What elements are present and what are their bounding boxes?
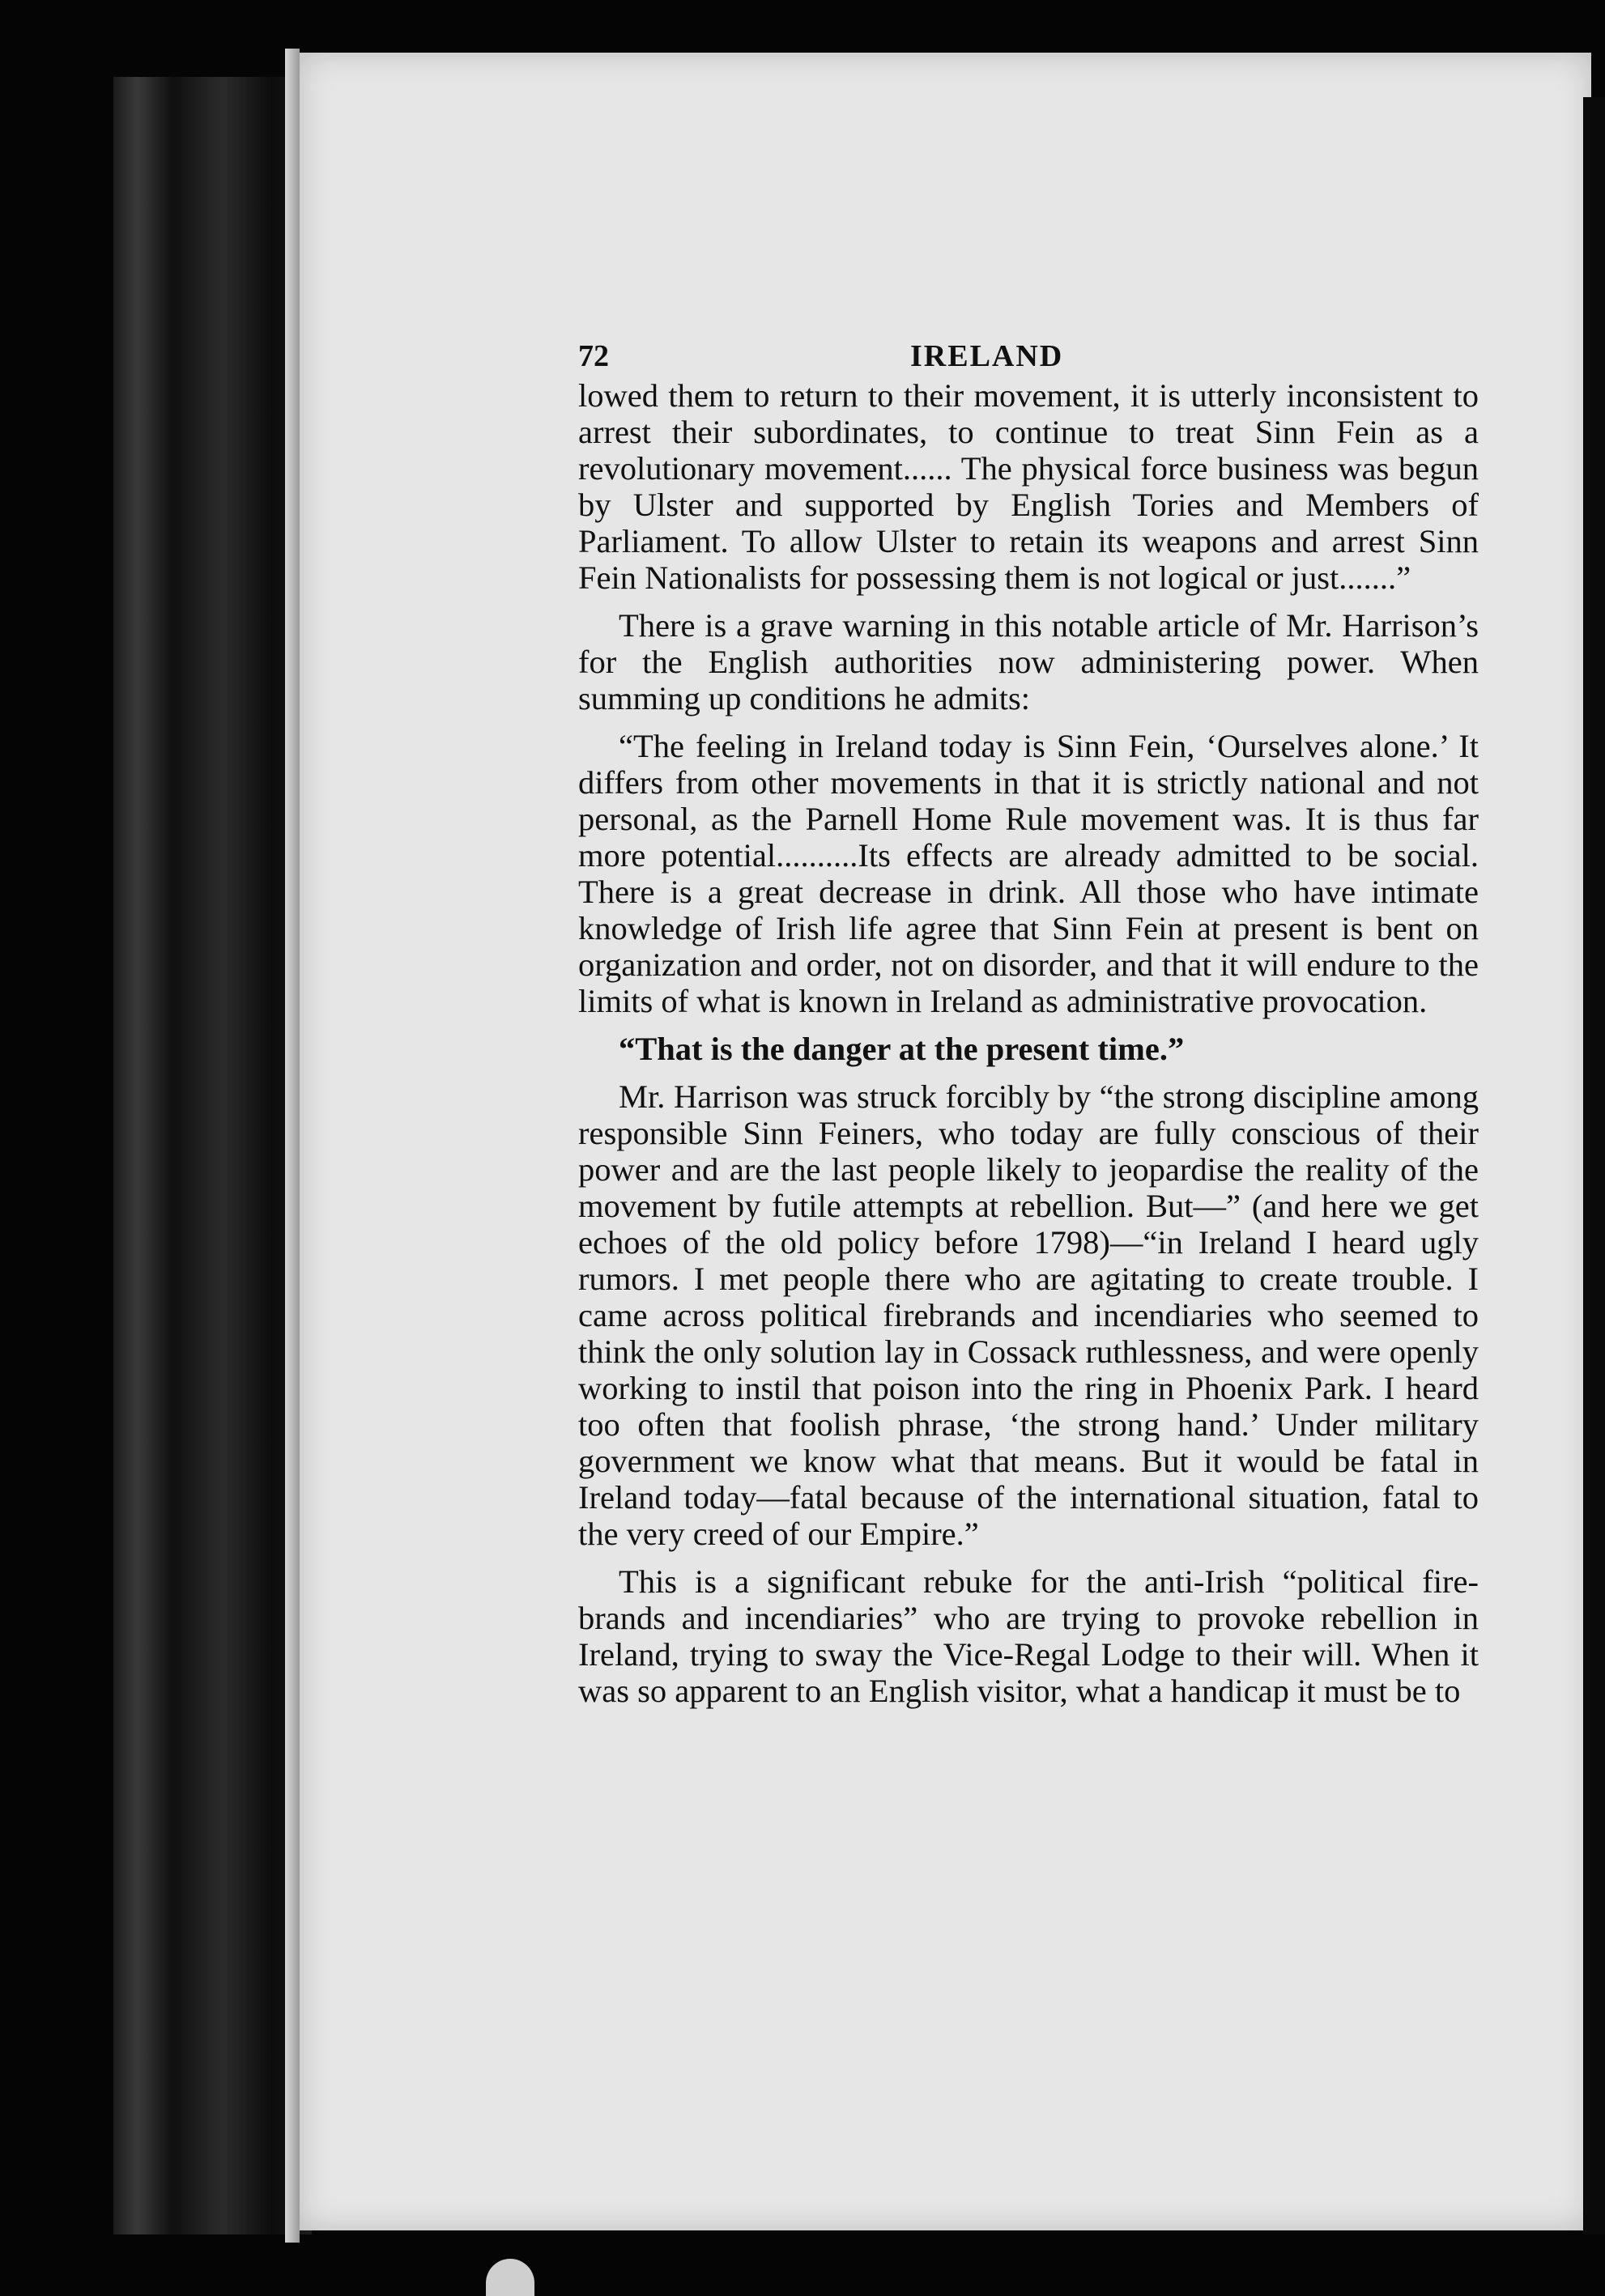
- book-spine: [113, 77, 312, 2234]
- running-header: [578, 338, 1477, 379]
- paragraph: There is a grave warning in this notable article of Mr. Harrison’s for the English authorities now administering power. When summing up conditions he admits:: [578, 607, 1479, 716]
- bold-quote-line: “That is the danger at the present time.”: [619, 1031, 1185, 1067]
- paragraph: Mr. Harrison was struck forcibly by “the strong discipline among responsible Sinn Feiners, who today are fully conscious of their power and are the last people likely to jeopardise the reality of the movement by futile attempts at rebellion. But—” (and here we get echoes of the old policy before 1798)—“in Ireland I heard ugly rumors. I met people there who are agitating to create trouble. I came across political firebrands and incendiaries who seemed to think the only solution lay in Cossack ruthlessness, and were openly working to instil that poison into the ring in Phoenix Park. I heard too often that foolish phrase, ‘the strong hand.’ Under military government we know what that means. But it would be fatal in Ireland today—fatal because of the international situation, fatal to the very creed of our Empire.”: [578, 1078, 1479, 1552]
- paragraph-continued: lowed them to return to their movement, it is utterly inconsistent to arrest their subordinates, to continue to treat Sinn Fein as a revolutionary movement...... The physical force business was begun by Ulster and supported by English Tories and Members of Parliament. To allow Ulster to retain its weapons and arrest Sinn Fein Nationalists for possessing them is not logical or just.......”: [578, 377, 1479, 596]
- page-number: 72: [578, 339, 609, 373]
- paragraph: This is a significant rebuke for the anti-Irish “political fire-brands and incendiaries” who are trying to provoke rebellion in Ireland, trying to sway the Vice-Regal Lodge to their will. When it was so apparent to an English visitor, what a handicap it must be to: [578, 1563, 1479, 1709]
- right-page-edge: [1583, 97, 1605, 2234]
- bottom-clip-mark: [486, 2259, 534, 2296]
- page-edge: [285, 49, 300, 2243]
- running-title: IRELAND: [910, 339, 1064, 373]
- page-body: [578, 377, 1479, 1720]
- quoted-paragraph: “The feeling in Ireland today is Sinn Fein, ‘Ourselves alone.’ It differs from other movements in that it is strictly national and not personal, as the Parnell Home Rule movement was. It is thus far more potential..........Its effects are already admitted to be social. There is a great decrease in drink. All those who have intimate knowledge of Irish life agree that Sinn Fein at present is bent on organization and order, not on disorder, and that it will endure to the limits of what is known in Ireland as administrative provocation.: [578, 728, 1479, 1019]
